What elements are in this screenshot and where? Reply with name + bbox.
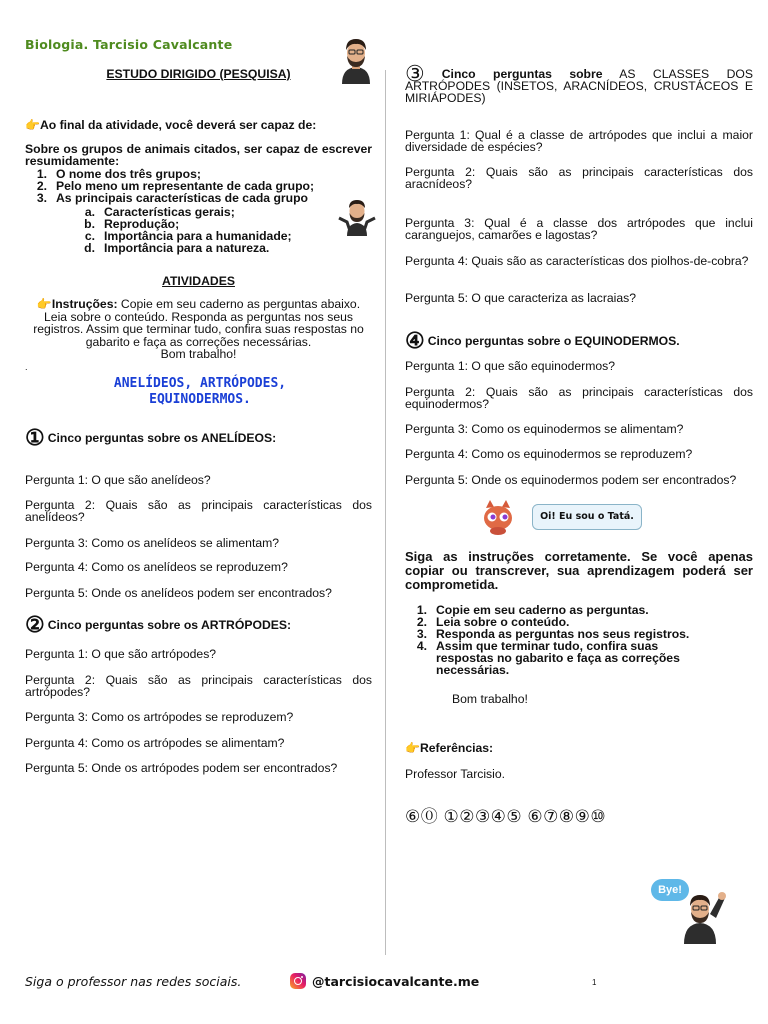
references-text: Professor Tarcisio. xyxy=(405,767,506,781)
list-item: 3. Responda as perguntas nos seus registros. xyxy=(416,627,690,641)
section-1-title: ① Cinco perguntas sobre os ANELÍDEOS: xyxy=(25,425,277,450)
pointing-hand-icon: 👉 xyxy=(36,297,52,311)
warning-text: Siga as instruções corretamente. Se você apenas copiar ou transcrever, sua aprendizagem poderá ser comprometida. xyxy=(405,549,753,592)
intro-text: Sobre os grupos de animais citados, ser capaz de escrever resumidamente: xyxy=(25,142,372,168)
question: Pergunta 1: O que são equinodermos? xyxy=(405,359,616,373)
speech-bubble: Oi! Eu sou o Tatá. xyxy=(532,504,642,530)
list-item: 2. Pelo meno um representante de cada grupo; xyxy=(36,179,315,193)
section-2-title: ② Cinco perguntas sobre os ARTRÓPODES: xyxy=(25,612,292,637)
sub-list xyxy=(67,206,327,254)
instructions: 👉Instruções: Copie em seu caderno as perguntas abaixo. Leia sobre o conteúdo. Responda as perguntas nos seus registros. Assim que terminar tudo, confira suas respostas no gabarito e faça as correções necessárias. Bom trabalho! xyxy=(33,297,364,361)
section-4-title: ④ Cinco perguntas sobre o EQUINODERMOS. xyxy=(405,328,680,353)
list-item: 3. As principais características de cada grupo xyxy=(36,191,308,205)
topics-title: ANELÍDEOS, ARTRÓPODES, EQUINODERMOS. xyxy=(113,376,287,407)
question: Pergunta 3: Qual é a classe dos artrópodes que inclui caranguejos, camarões e lagostas? xyxy=(405,216,753,242)
bye-bubble: Bye! xyxy=(651,879,689,901)
intro-list xyxy=(25,168,345,204)
question: Pergunta 5: Onde os anelídeos podem ser encontrados? xyxy=(25,586,332,600)
circled-digits: ⑥⓪ ①②③④⑤ ⑥⑦⑧⑨⑩ xyxy=(405,807,607,826)
list-item: 1. Copie em seu caderno as perguntas. xyxy=(416,603,649,617)
circled-four-icon: ④ xyxy=(405,328,425,353)
list-item: 4. Assim que terminar tudo, confira suas respostas no gabarito e faça as correções necessárias. xyxy=(416,639,680,677)
question: Pergunta 2: Quais são as principais características dos equinodermos? xyxy=(405,385,753,411)
section-3-title: ③ Cinco perguntas sobre AS CLASSES DOS ARTRÓPODES (INSETOS, ARACNÍDEOS, CRUSTÁCEOS E MIRIÁPODES) xyxy=(405,61,753,105)
tata-mascot-icon xyxy=(478,500,518,536)
list-item: b. Reprodução; xyxy=(84,217,180,231)
good-work-text: Bom trabalho! xyxy=(452,692,528,706)
pointing-hand-icon: 👉 xyxy=(25,118,40,132)
stray-dot: . xyxy=(25,362,28,372)
teacher-waving-icon xyxy=(676,888,728,944)
question: Pergunta 4: Como os anelídeos se reproduzem? xyxy=(25,560,288,574)
circled-two-icon: ② xyxy=(25,612,45,637)
list-item: a. Características gerais; xyxy=(84,205,235,219)
list-item: 2. Leia sobre o conteúdo. xyxy=(416,615,570,629)
references-heading: 👉Referências: xyxy=(405,741,494,755)
question: Pergunta 5: Onde os artrópodes podem ser encontrados? xyxy=(25,761,338,775)
study-heading: ESTUDO DIRIGIDO (PESQUISA) xyxy=(106,67,291,81)
question: Pergunta 3: Como os equinodermos se alimentam? xyxy=(405,422,684,436)
question: Pergunta 4: Como os artrópodes se alimentam? xyxy=(25,736,285,750)
question: Pergunta 5: Onde os equinodermos podem ser encontrados? xyxy=(405,473,737,487)
list-item: 1. O nome dos três grupos; xyxy=(36,167,201,181)
question: Pergunta 2: Quais são as principais características dos anelídeos? xyxy=(25,498,372,524)
list-item: d. Importância para a natureza. xyxy=(84,241,270,255)
question: Pergunta 3: Como os anelídeos se alimentam? xyxy=(25,536,280,550)
activities-heading: ATIVIDADES xyxy=(162,274,235,288)
question: Pergunta 2: Quais são as principais características dos aracnídeos? xyxy=(405,165,753,191)
question: Pergunta 1: Qual é a classe de artrópodes que inclui a maior diversidade de espécies? xyxy=(405,128,753,154)
header-title: Biologia. Tarcisio Cavalcante xyxy=(25,37,233,52)
question: Pergunta 4: Como os equinodermos se reproduzem? xyxy=(405,447,693,461)
steps-list xyxy=(405,604,725,676)
question: Pergunta 1: O que são anelídeos? xyxy=(25,473,211,487)
question: Pergunta 1: O que são artrópodes? xyxy=(25,647,217,661)
teacher-shrug-icon xyxy=(337,196,377,236)
instagram-icon[interactable] xyxy=(290,973,306,989)
column-divider xyxy=(385,70,386,955)
question: Pergunta 4: Quais são as características dos piolhos-de-cobra? xyxy=(405,254,749,268)
pointing-hand-icon: 👉 xyxy=(405,741,420,755)
objective: 👉Ao final da atividade, você deverá ser capaz de: xyxy=(25,118,317,132)
page-number: 1 xyxy=(592,978,597,987)
question: Pergunta 3: Como os artrópodes se reproduzem? xyxy=(25,710,294,724)
circled-one-icon: ① xyxy=(25,425,45,450)
list-item: c. Importância para a humanidade; xyxy=(84,229,292,243)
footer-follow: Siga o professor nas redes sociais. xyxy=(25,974,242,989)
instagram-handle-link[interactable]: @tarcisiocavalcante.me xyxy=(312,974,480,989)
question: Pergunta 5: O que caracteriza as lacraias? xyxy=(405,291,637,305)
circled-three-icon: ③ xyxy=(405,61,439,86)
question: Pergunta 2: Quais são as principais características dos artrópodes? xyxy=(25,673,372,699)
